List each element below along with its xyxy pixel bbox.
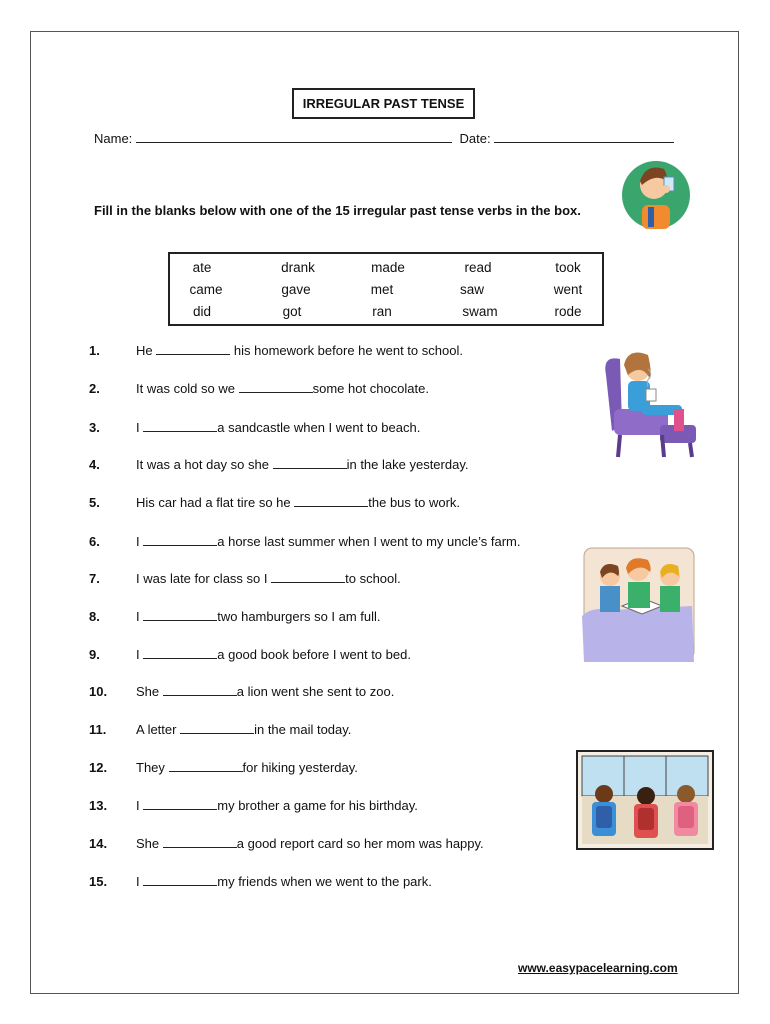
answer-blank[interactable] bbox=[143, 420, 217, 432]
answer-blank[interactable] bbox=[143, 609, 217, 621]
website-link[interactable]: www.easypacelearning.com bbox=[518, 961, 678, 975]
name-date-line bbox=[94, 130, 674, 146]
date-label: Date: bbox=[459, 131, 491, 146]
answer-blank[interactable] bbox=[163, 684, 237, 696]
answer-blank[interactable] bbox=[294, 495, 368, 507]
name-label: Name: bbox=[94, 131, 133, 146]
word: rode bbox=[554, 304, 582, 319]
word: ate bbox=[192, 260, 212, 275]
instructions: Fill in the blanks below with one of the 15 irregular past tense verbs in the box. bbox=[94, 203, 581, 218]
answer-blank[interactable] bbox=[143, 874, 217, 886]
word: met bbox=[370, 282, 394, 297]
word: came bbox=[189, 282, 223, 297]
word: went bbox=[553, 282, 583, 297]
worksheet-title: IRREGULAR PAST TENSE bbox=[292, 88, 475, 119]
date-blank[interactable] bbox=[494, 130, 674, 143]
answer-blank[interactable] bbox=[239, 381, 313, 393]
word: did bbox=[192, 304, 211, 319]
word: ran bbox=[372, 304, 392, 319]
answer-blank[interactable] bbox=[143, 647, 217, 659]
word: made bbox=[371, 260, 405, 275]
word: took bbox=[555, 260, 581, 275]
answer-blank[interactable] bbox=[180, 722, 254, 734]
word: drank bbox=[281, 260, 315, 275]
students-with-backpacks-icon bbox=[576, 750, 714, 850]
answer-blank[interactable] bbox=[156, 343, 230, 355]
answer-blank[interactable] bbox=[143, 798, 217, 810]
woman-in-armchair-icon bbox=[598, 345, 700, 463]
answer-blank[interactable] bbox=[169, 760, 243, 772]
word: read bbox=[464, 260, 492, 275]
word: gave bbox=[281, 282, 311, 297]
kids-reading-in-bed-icon bbox=[582, 546, 696, 664]
answer-blank[interactable] bbox=[163, 836, 237, 848]
word-box bbox=[168, 252, 604, 326]
answer-blank[interactable] bbox=[271, 571, 345, 583]
answer-blank[interactable] bbox=[273, 457, 347, 469]
answer-blank[interactable] bbox=[143, 534, 217, 546]
word: swam bbox=[462, 304, 498, 319]
name-blank[interactable] bbox=[136, 130, 452, 143]
word: got bbox=[282, 304, 302, 319]
word: saw bbox=[459, 282, 484, 297]
boy-drinking-icon bbox=[620, 155, 692, 231]
